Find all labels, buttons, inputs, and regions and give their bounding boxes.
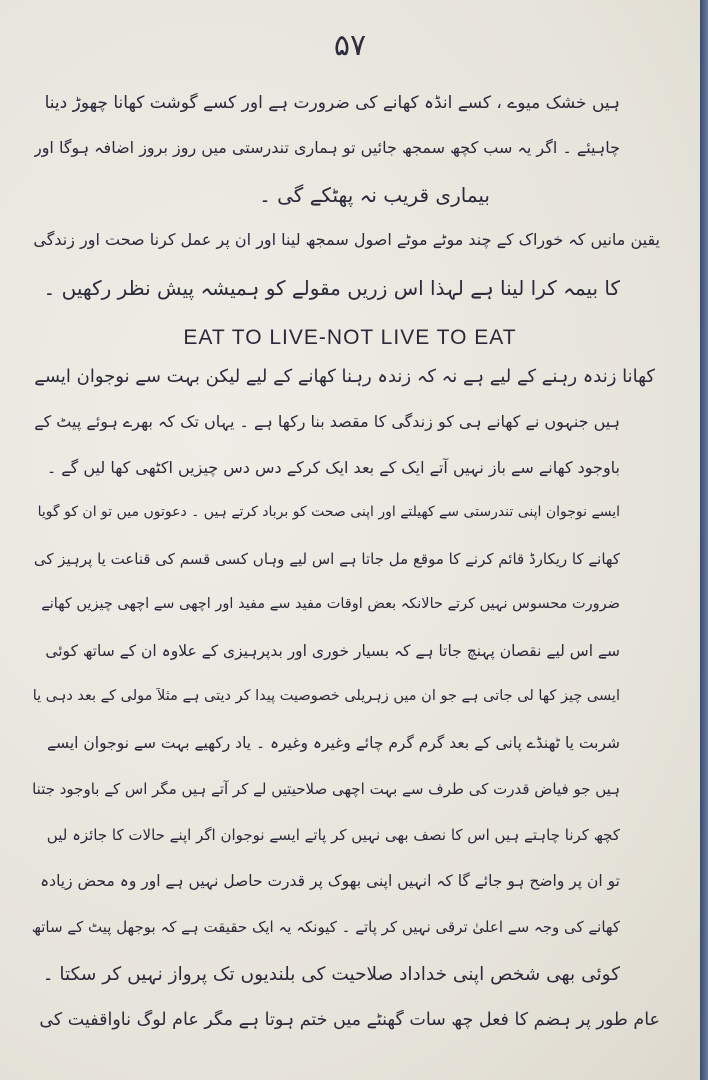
text-line: کھانے کی وجہ سے اعلیٰ ترقی نہیں کر پاتے ۔ کیونکہ یہ ایک حقیقت ہے کہ بوجھل پیٹ کے ساتھ xyxy=(31,918,620,936)
text-line: ضرورت محسوس نہیں کرتے حالانکہ بعض اوقات مفید سے مفید اور اچھی سے اچھی چیزیں کھانے xyxy=(41,596,620,612)
text-line: کوئی بھی شخص اپنی خداداد صلاحیت کی بلندیوں تک پرواز نہیں کر سکتا ۔ xyxy=(42,964,620,985)
text-line: ہیں جو فیاض قدرت کی طرف سے بہت اچھی صلاحیتیں لے کر آتے ہیں مگر اس کے باوجود جتنا xyxy=(32,780,620,798)
text-line: بیماری قریب نہ پھٹکے گی ۔ xyxy=(259,183,490,207)
page-edge xyxy=(700,0,708,1080)
text-line: تو ان پر واضح ہو جائے گا کہ انہیں اپنی بھوک پر قدرت حاصل نہیں ہے اور وہ محض زیادہ xyxy=(40,872,620,890)
text-line: کھانے کا ریکارڈ قائم کرنے کا موقع مل جاتا ہے اس لیے وہاں کسی قسم کی قناعت یا پرہیز کی xyxy=(33,550,620,568)
text-line: باوجود کھانے سے باز نہیں آتے ایک کے بعد ایک کرکے دس دس چیزیں اکٹھی کھا لیں گے ۔ xyxy=(46,458,620,477)
section-heading: EAT TO LIVE-NOT LIVE TO EAT xyxy=(183,326,517,349)
text-line: ہیں جنہوں نے کھانے ہی کو زندگی کا مقصد بنا رکھا ہے ۔ یہاں تک کہ بھرے ہوئے پیٹ کے xyxy=(34,412,620,431)
text-line: یقین مانیں کہ خوراک کے چند موٹے موٹے اصول سمجھ لینا اور ان پر عمل کرنا صحت اور زندگی xyxy=(33,230,660,249)
text-line: ایسی چیز کھا لی جاتی ہے جو ان میں زہریلی خصوصیت پیدا کر دیتی ہے مثلاً مولی کے بعد دہی یا xyxy=(32,688,620,704)
text-line: چاہیئے ۔ اگر یہ سب کچھ سمجھ جائیں تو ہماری تندرستی میں روز بروز اضافہ ہوگا اور xyxy=(33,138,620,157)
text-line: کچھ کرنا چاہتے ہیں اس کا نصف بھی نہیں کر پاتے ایسے نوجوان اگر اپنے حالات کا جائزہ لیں xyxy=(46,826,620,844)
text-line: کھانا زندہ رہنے کے لیے ہے نہ کہ زندہ رہنا کھانے کے لیے لیکن بہت سے نوجوان ایسے xyxy=(34,366,655,387)
text-line: عام طور پر ہضم کا فعل چھ سات گھنٹے میں ختم ہوتا ہے مگر عام لوگ ناواقفیت کی xyxy=(39,1010,660,1030)
text-line: شربت یا ٹھنڈے پانی کے بعد گرم گرم چائے وغیرہ وغیرہ ۔ یاد رکھیے بہت سے نوجوان ایسے xyxy=(46,734,620,752)
text-line: کا بیمہ کرا لینا ہے لہذا اس زریں مقولے کو ہمیشہ پیش نظر رکھیں ۔ xyxy=(43,276,620,300)
text-line: ہیں خشک میوے ، کسے انڈہ کھانے کی ضرورت ہے اور کسے گوشت کھانا چھوڑ دینا xyxy=(44,93,620,113)
text-line: ایسے نوجوان اپنی تندرستی سے کھیلتے اور اپنی صحت کو برباد کرتے ہیں ۔ دعوتوں میں تو ان کو گویا xyxy=(37,504,620,520)
text-line: سے اس لیے نقصان پہنچ جاتا ہے کہ بسیار خوری اور بدپرہیزی کے علاوہ ان کے ساتھ کوئی xyxy=(45,642,620,660)
page-number: ۵۷ xyxy=(333,28,367,63)
